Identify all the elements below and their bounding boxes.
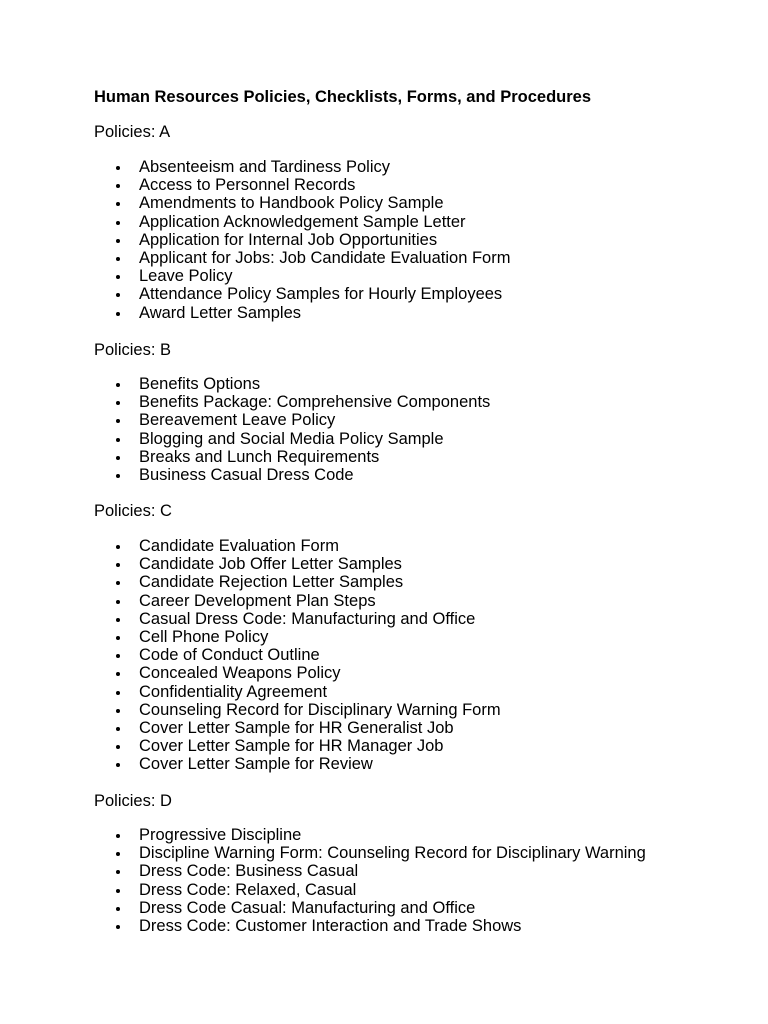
list-item-text: Concealed Weapons Policy — [139, 664, 341, 683]
list-item-text: Cell Phone Policy — [139, 627, 269, 646]
bullet-icon — [116, 654, 120, 658]
bullet-icon — [116, 438, 120, 442]
bullet-icon — [116, 419, 120, 423]
bullet-icon — [116, 401, 120, 405]
list-item-text: Progressive Discipline — [139, 826, 302, 844]
section-heading-d: Policies: D — [94, 792, 172, 810]
bullet-icon — [116, 184, 120, 188]
list-item-text: Breaks and Lunch Requirements — [139, 447, 380, 466]
bullet-icon — [116, 727, 120, 731]
list-item-text: Application Acknowledgement Sample Letter — [139, 212, 466, 231]
list-item-text: Discipline Warning Form: Counseling Record for Disciplinary Warning — [139, 844, 646, 863]
bullet-icon — [116, 383, 120, 387]
bullet-icon — [116, 852, 120, 856]
bullet-icon — [116, 600, 120, 604]
section-heading-a: Policies: A — [94, 123, 171, 141]
list-item-text: Candidate Evaluation Form — [139, 537, 339, 555]
list-item-text: Cover Letter Sample for Review — [139, 755, 373, 774]
bullet-icon — [116, 925, 120, 929]
bullet-icon — [116, 745, 120, 749]
list-item-text: Cover Letter Sample for HR Manager Job — [139, 737, 444, 756]
bullet-icon — [116, 563, 120, 567]
list-item-text: Benefits Package: Comprehensive Components — [139, 393, 491, 412]
bullet-icon — [116, 545, 120, 549]
bullet-icon — [116, 293, 120, 297]
list-item-text: Dress Code: Relaxed, Casual — [139, 880, 357, 899]
bullet-icon — [116, 166, 120, 170]
bullet-icon — [116, 618, 120, 622]
bullet-icon — [116, 907, 120, 911]
list-item-text: Application for Internal Job Opportunities — [139, 230, 438, 249]
list-item-text: Bereavement Leave Policy — [139, 411, 336, 430]
bullet-icon — [116, 221, 120, 225]
list-item-text: Candidate Rejection Letter Samples — [139, 573, 404, 592]
list-item-text: Cover Letter Sample for HR Generalist Job — [139, 718, 454, 737]
bullet-icon — [116, 474, 120, 478]
list-item-text: Counseling Record for Disciplinary Warning Form — [139, 700, 501, 719]
list-item-text: Candidate Job Offer Letter Samples — [139, 555, 402, 574]
list-item-text: Access to Personnel Records — [139, 176, 356, 195]
bullet-icon — [116, 870, 120, 874]
section-heading-c: Policies: C — [94, 502, 172, 520]
section-heading-b: Policies: B — [94, 341, 172, 359]
list-item-text: Attendance Policy Samples for Hourly Employees — [139, 285, 503, 304]
bullet-icon — [116, 889, 120, 893]
bullet-icon — [116, 257, 120, 261]
list-item-text: Benefits Options — [139, 375, 261, 393]
bullet-icon — [116, 202, 120, 206]
list-item-text: Dress Code: Customer Interaction and Trade Shows — [139, 916, 522, 935]
bullet-icon — [116, 691, 120, 695]
bullet-icon — [116, 239, 120, 243]
list-item-text: Amendments to Handbook Policy Sample — [139, 194, 444, 213]
bullet-icon — [116, 636, 120, 640]
bullet-icon — [116, 456, 120, 460]
bullet-icon — [116, 312, 120, 316]
list-item-text: Business Casual Dress Code — [139, 465, 354, 484]
bullet-icon — [116, 763, 120, 767]
list-item-text: Code of Conduct Outline — [139, 646, 320, 665]
list-item-text: Leave Policy — [139, 267, 233, 286]
list-item-text: Dress Code Casual: Manufacturing and Office — [139, 898, 476, 917]
bullet-icon — [116, 275, 120, 279]
list-item-text: Applicant for Jobs: Job Candidate Evaluation Form — [139, 248, 511, 267]
list-item-text: Blogging and Social Media Policy Sample — [139, 429, 444, 448]
bullet-icon — [116, 709, 120, 713]
bullet-icon — [116, 672, 120, 676]
list-item-text: Career Development Plan Steps — [139, 591, 376, 610]
list-item-text: Dress Code: Business Casual — [139, 862, 359, 881]
list-item-text: Casual Dress Code: Manufacturing and Office — [139, 609, 476, 628]
list-item-text: Absenteeism and Tardiness Policy — [139, 158, 390, 176]
bullet-icon — [116, 834, 120, 838]
bullet-icon — [116, 581, 120, 585]
list-item-text: Confidentiality Agreement — [139, 682, 328, 701]
list-item-text: Award Letter Samples — [139, 303, 302, 322]
document-title: Human Resources Policies, Checklists, Forms, and Procedures — [94, 88, 592, 106]
